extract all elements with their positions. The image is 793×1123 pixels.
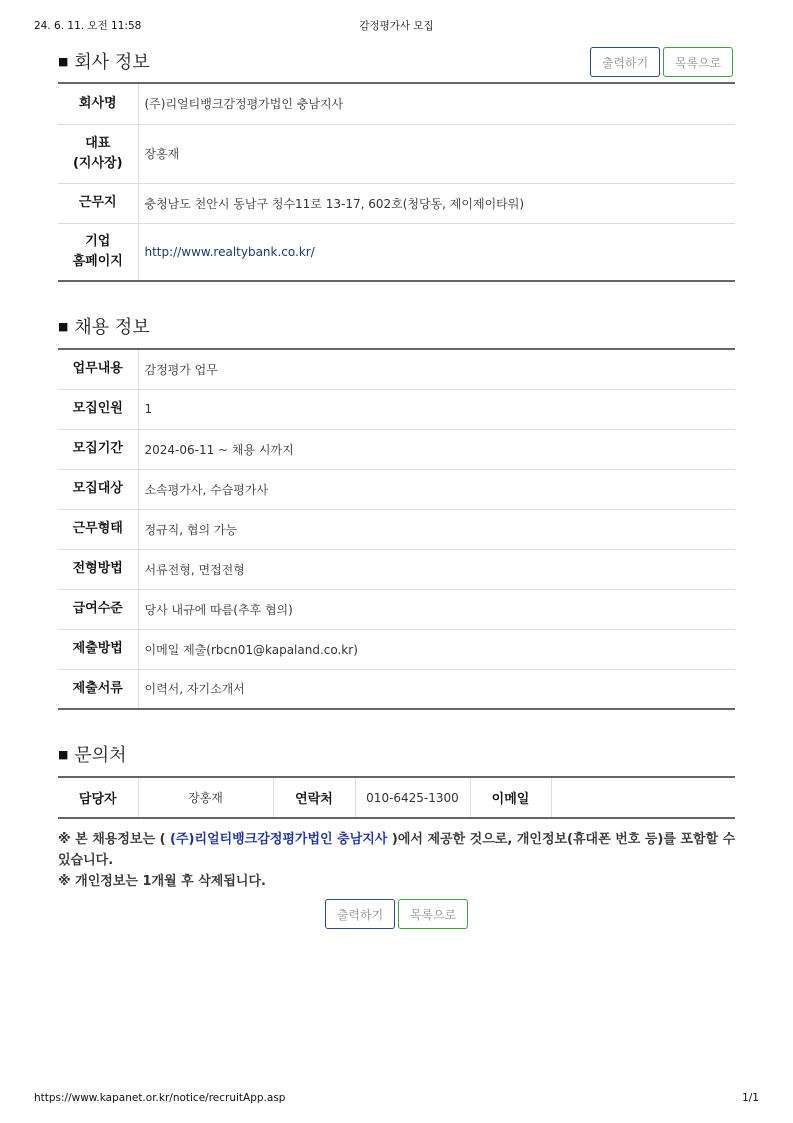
row-value: 감정평가 업무 bbox=[138, 349, 735, 389]
privacy-notice bbox=[58, 829, 738, 892]
page-number: 1/1 bbox=[742, 1092, 759, 1104]
print-footer bbox=[34, 1092, 759, 1108]
row-label: 전형방법 bbox=[58, 549, 138, 589]
print-header bbox=[34, 18, 759, 34]
row-value: 1 bbox=[138, 389, 735, 429]
recruit-section-title bbox=[58, 313, 150, 339]
notice-line-1: ※ 본 채용정보는 ( (주)리얼티뱅크감정평가법인 충남지사 )에서 제공한 것으로, 개인정보(휴대폰 번호 등)를 포함할 수 있습니다. bbox=[58, 832, 736, 868]
list-button-bottom[interactable]: 목록으로 bbox=[398, 899, 468, 929]
row-value: 당사 내규에 따름(추후 협의) bbox=[138, 589, 735, 629]
row-value: 정규직, 협의 가능 bbox=[138, 509, 735, 549]
location-value: 충청남도 천안시 동남구 청수11로 13-17, 602호(청당동, 제이제이타워) bbox=[138, 183, 735, 223]
print-page-title: 감정평가사 모집 bbox=[359, 20, 434, 32]
row-value: 서류전형, 면접전형 bbox=[138, 549, 735, 589]
recruit-section-label: 채용 정보 bbox=[74, 317, 150, 338]
notice-line-2: ※ 개인정보는 1개월 후 삭제됩니다. bbox=[58, 874, 266, 889]
row-label: 대표 (지사장) bbox=[58, 124, 138, 183]
recruit-row bbox=[58, 629, 735, 669]
manager-label: 담당자 bbox=[58, 777, 138, 818]
row-label: 근무형태 bbox=[58, 509, 138, 549]
row-label: 모집대상 bbox=[58, 469, 138, 509]
recruit-row bbox=[58, 349, 735, 389]
square-bullet-icon: ■ bbox=[58, 54, 69, 68]
recruit-row bbox=[58, 469, 735, 509]
row-label: 제출방법 bbox=[58, 629, 138, 669]
contact-table bbox=[58, 776, 735, 819]
print-button-top[interactable]: 출력하기 bbox=[590, 47, 660, 77]
row-label: 급여수준 bbox=[58, 589, 138, 629]
row-label: 제출서류 bbox=[58, 669, 138, 709]
company-row-name bbox=[58, 83, 735, 124]
company-section-label: 회사 정보 bbox=[74, 52, 150, 73]
company-info-table bbox=[58, 82, 735, 282]
row-label: 회사명 bbox=[58, 83, 138, 124]
square-bullet-icon: ■ bbox=[58, 747, 69, 761]
ceo-value: 장홍재 bbox=[138, 124, 735, 183]
contact-section-title bbox=[58, 741, 127, 767]
recruit-row bbox=[58, 589, 735, 629]
phone-value: 010-6425-1300 bbox=[355, 777, 470, 818]
row-label: 업무내용 bbox=[58, 349, 138, 389]
notice-company-name: (주)리얼티뱅크감정평가법인 충남지사 bbox=[170, 832, 388, 847]
recruit-row bbox=[58, 669, 735, 709]
row-value: 이력서, 자기소개서 bbox=[144, 682, 245, 697]
recruit-row bbox=[58, 549, 735, 589]
row-value: 소속평가사, 수습평가사 bbox=[138, 469, 735, 509]
homepage-link[interactable]: http://www.realtybank.co.kr/ bbox=[144, 244, 315, 259]
company-row-ceo bbox=[58, 124, 735, 183]
print-date: 24. 6. 11. 오전 11:58 bbox=[34, 20, 142, 32]
contact-section-label: 문의처 bbox=[74, 745, 127, 766]
phone-label: 연락처 bbox=[273, 777, 355, 818]
row-label: 모집기간 bbox=[58, 429, 138, 469]
company-row-homepage bbox=[58, 223, 735, 281]
recruit-row bbox=[58, 509, 735, 549]
row-label: 기업 홈페이지 bbox=[58, 223, 138, 281]
recruit-info-table bbox=[58, 348, 735, 710]
square-bullet-icon: ■ bbox=[58, 319, 69, 333]
page-url: https://www.kapanet.or.kr/notice/recruitApp.asp bbox=[34, 1092, 286, 1104]
company-row-location bbox=[58, 183, 735, 223]
recruit-row bbox=[58, 389, 735, 429]
list-button-top[interactable]: 목록으로 bbox=[663, 47, 733, 77]
row-value: 2024-06-11 ~ 채용 시까지 bbox=[138, 429, 735, 469]
email-value bbox=[551, 777, 735, 818]
recruit-row bbox=[58, 429, 735, 469]
row-value: 이메일 제출(rbcn01@kapaland.co.kr) bbox=[138, 629, 735, 669]
row-label: 모집인원 bbox=[58, 389, 138, 429]
company-name-value: (주)리얼티뱅크감정평가법인 충남지사 bbox=[138, 83, 735, 124]
manager-value: 장홍재 bbox=[138, 777, 273, 818]
print-button-bottom[interactable]: 출력하기 bbox=[325, 899, 395, 929]
email-label: 이메일 bbox=[470, 777, 551, 818]
company-section-title bbox=[58, 48, 150, 74]
row-label: 근무지 bbox=[58, 183, 138, 223]
